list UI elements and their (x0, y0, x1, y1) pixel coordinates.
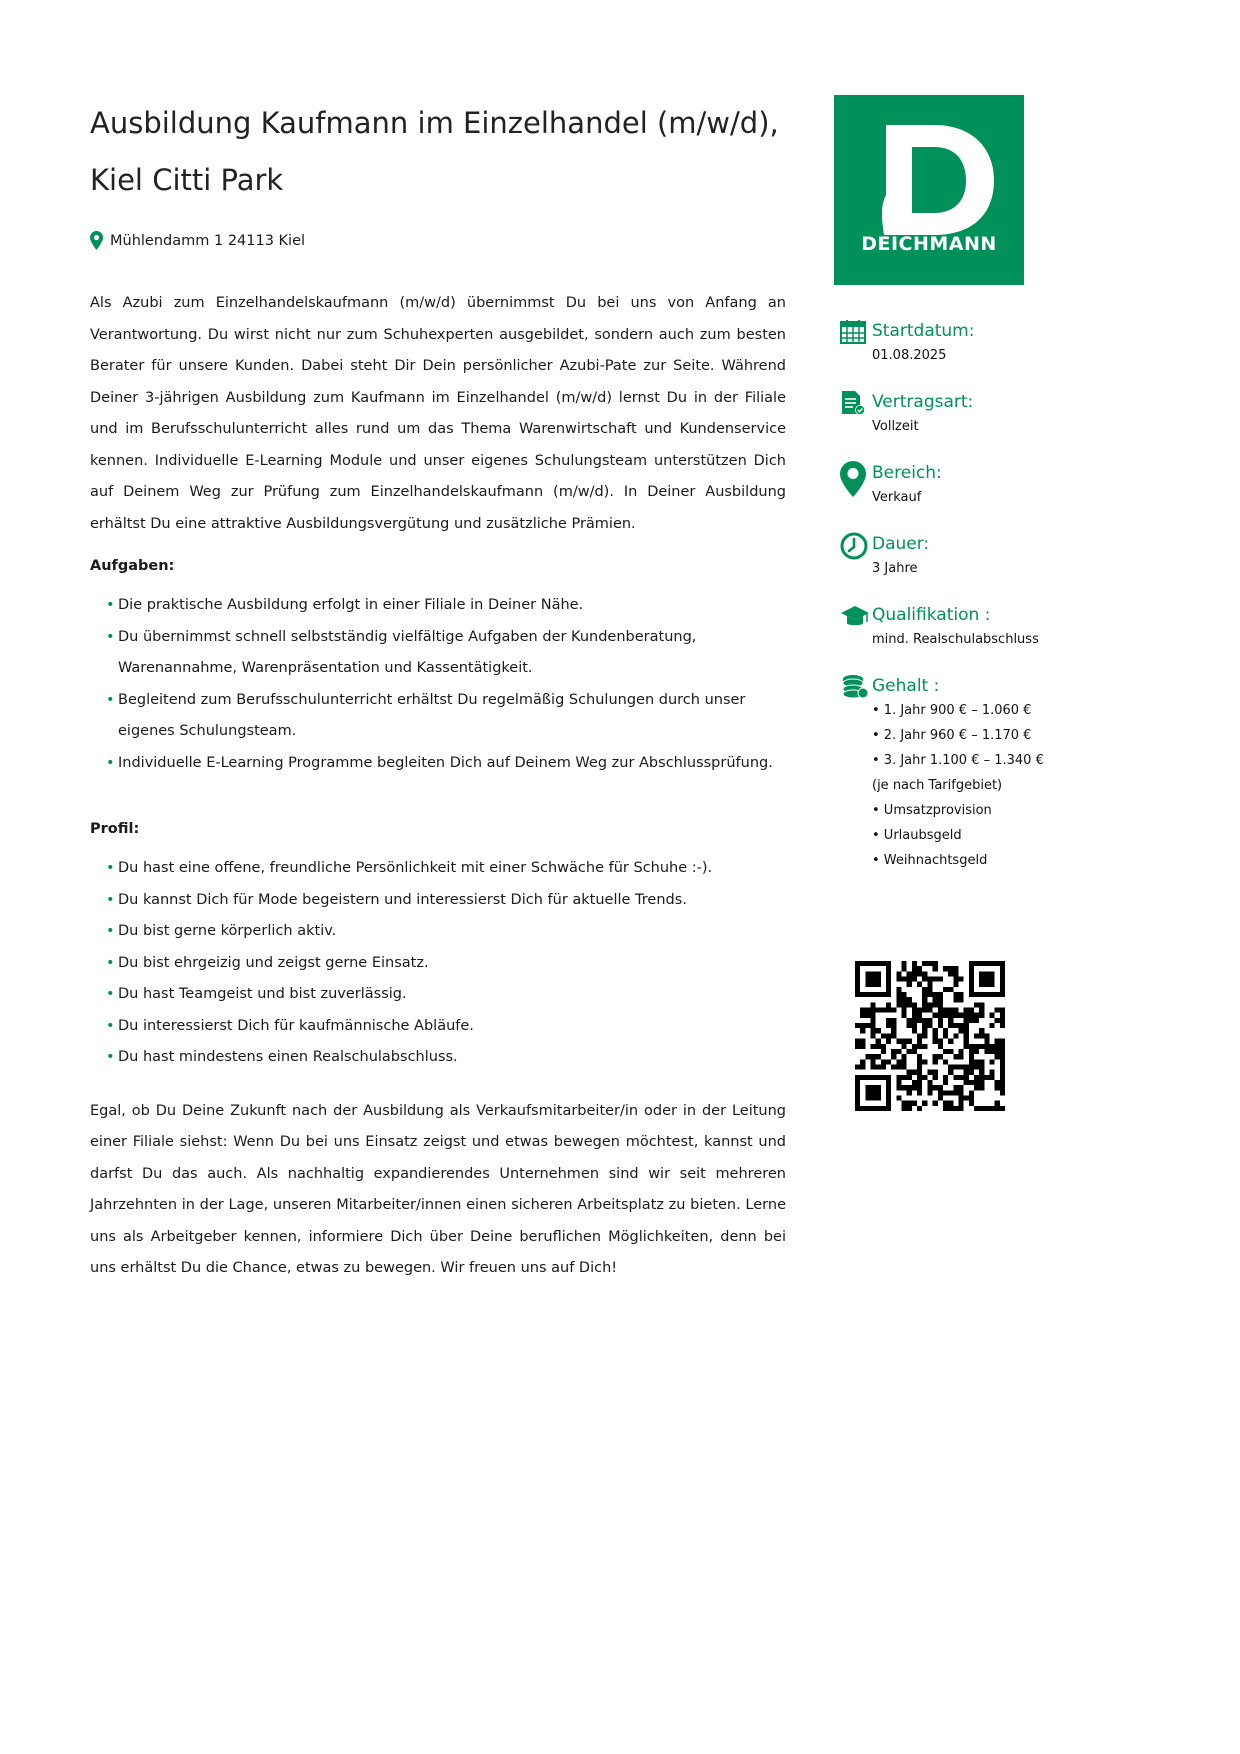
map-pin-icon (90, 231, 103, 250)
list-item: • Du übernimmst schnell selbstständig vielfältige Aufgaben der Kundenberatung, Warenannahme, Warenpräsentation und Kassentätigkeit. (106, 622, 786, 685)
clock-icon (840, 532, 868, 560)
tasks-list (106, 590, 786, 779)
list-item: • Du hast Teamgeist und bist zuverlässig. (106, 979, 786, 1011)
fact-value: Verkauf (872, 490, 922, 505)
deichmann-logo-text: DEICHMANN (861, 233, 997, 255)
salary-line: • 3. Jahr 1.100 € – 1.340 € (872, 753, 1044, 768)
fact-duration (834, 532, 1074, 581)
job-facts (834, 319, 1074, 873)
bullet-icon: • (106, 1049, 115, 1065)
qr-code[interactable] (855, 961, 1005, 1111)
bullet-icon: • (106, 628, 115, 645)
salary-line: • Umsatzprovision (872, 803, 992, 818)
list-item: • Du interessierst Dich für kaufmännische Abläufe. (106, 1011, 786, 1043)
salary-line: • 2. Jahr 960 € – 1.170 € (872, 728, 1032, 743)
bullet-icon: • (106, 1017, 115, 1034)
fact-value: 3 Jahre (872, 561, 918, 576)
fact-label: Bereich: (872, 463, 942, 483)
list-item: • Du hast eine offene, freundliche Persönlichkeit mit einer Schwäche für Schuhe :-). (106, 853, 786, 885)
document-check-icon (840, 390, 866, 416)
fact-salary (834, 674, 1074, 873)
closing-paragraph: Egal, ob Du Deine Zukunft nach der Ausbildung als Verkaufsmitarbeiter/in oder in der Leitung einer Filiale siehst: Wenn Du bei uns Einsatz zeigst und etwas bewegen möchtest, kannst und darfst Du das auch. Als nachhaltig expandierendes Unternehmen sind wir seit mehreren Jahrzehnten in der Lage, unseren Mitarbeiter/innen einen sicheren Arbeitsplatz zu bieten. Lerne uns als Arbeitgeber kennen, informiere Dich über Deine beruflichen Möglichkeiten, denn bei uns erhältst Du die Chance, etwas zu bewegen. Wir freuen uns auf Dich! (90, 1102, 786, 1276)
deichmann-logo (834, 95, 1024, 285)
fact-label: Qualifikation : (872, 605, 991, 625)
salary-line: • 1. Jahr 900 € – 1.060 € (872, 703, 1032, 718)
map-pin-icon (840, 461, 866, 497)
fact-contract-type (834, 390, 1074, 439)
graduation-cap-icon (840, 603, 870, 629)
fact-value: 01.08.2025 (872, 348, 947, 363)
list-item: • Du hast mindestens einen Realschulabschluss. (106, 1042, 786, 1074)
fact-qualification (834, 603, 1074, 652)
bullet-icon: • (106, 754, 115, 771)
fact-label: Vertragsart: (872, 392, 974, 412)
list-item: • Individuelle E-Learning Programme begleiten Dich auf Deinem Weg zur Abschlussprüfung. (106, 748, 786, 780)
fact-label: Dauer: (872, 534, 930, 554)
bullet-icon: • (106, 986, 115, 1002)
salary-line: • Weihnachtsgeld (872, 853, 988, 868)
fact-label: Startdatum: (872, 321, 975, 341)
job-location (90, 231, 786, 250)
tasks-heading: Aufgaben: (90, 558, 175, 574)
bullet-icon: • (106, 923, 115, 939)
fact-value: Vollzeit (872, 419, 919, 434)
coins-icon (840, 674, 870, 700)
intro-paragraph: Als Azubi zum Einzelhandelskaufmann (m/w/d) übernimmst Du bei uns von Anfang an Verantwortung. Du wirst nicht nur zum Schuhexperten ausgebildet, sondern auch zum besten Berater für unsere Kunden. Dabei steht Dir Dein persönlicher Azubi-Pate zur Seite. Während Deiner 3-jährigen Ausbildung zum Kaufmann im Einzelhandel (m/w/d) lernst Du in der Filiale und im Berufsschulunterricht alles rund um das Thema Warenwirtschaft und Kundenservice kennen. Individuelle E-Learning Module und unser eigenes Schulungsteam unterstützen Dich auf Deinem Weg zur Prüfung zum Einzelhandelskaufmann (m/w/d). In Deiner Ausbildung erhältst Du eine attraktive Ausbildungsvergütung und zusätzliche Prämien. (90, 295, 786, 532)
fact-value: mind. Realschulabschluss (872, 632, 1039, 647)
job-title-line2: Kiel Citti Park (90, 163, 284, 197)
deichmann-d-mark-icon (834, 95, 1024, 285)
bullet-icon: • (106, 954, 115, 971)
list-item: • Du bist ehrgeizig und zeigst gerne Einsatz. (106, 948, 786, 980)
profile-heading: Profil: (90, 821, 140, 837)
bullet-icon: • (106, 860, 115, 876)
bullet-icon: • (106, 691, 115, 708)
qr-code-icon (855, 961, 1005, 1111)
bullet-icon: • (106, 891, 115, 908)
job-title (90, 95, 786, 209)
job-address: Mühlendamm 1 24113 Kiel (110, 232, 306, 249)
fact-area (834, 461, 1074, 510)
list-item: • Du kannst Dich für Mode begeistern und interessierst Dich für aktuelle Trends. (106, 885, 786, 917)
fact-start-date (834, 319, 1074, 368)
job-title-line1: Ausbildung Kaufmann im Einzelhandel (m/w/d), (90, 106, 779, 140)
bullet-icon: • (106, 597, 115, 613)
list-item: • Begleitend zum Berufsschulunterricht erhältst Du regelmäßig Schulungen durch unser eigenes Schulungsteam. (106, 685, 786, 748)
salary-line: • Urlaubsgeld (872, 828, 962, 843)
fact-label: Gehalt : (872, 676, 940, 696)
list-item: • Du bist gerne körperlich aktiv. (106, 916, 786, 948)
calendar-icon (840, 319, 866, 345)
list-item: • Die praktische Ausbildung erfolgt in einer Filiale in Deiner Nähe. (106, 590, 786, 622)
job-sidebar (834, 95, 1074, 895)
profile-list (106, 853, 786, 1074)
job-posting-main (90, 95, 786, 1285)
salary-line: (je nach Tarifgebiet) (872, 778, 1003, 793)
